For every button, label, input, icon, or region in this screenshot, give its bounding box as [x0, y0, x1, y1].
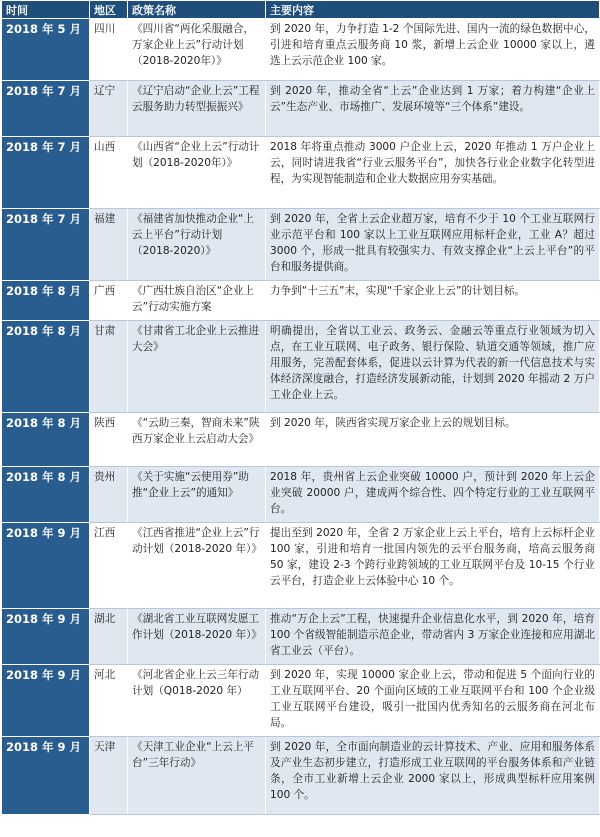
- row-content: 到 2020 年，推动全省“上云”企业达到 1 万家；着力构建“企业上云”生态产业、市场推广、发展环境等“三个体系”建设。: [266, 81, 600, 137]
- table-row: [2, 81, 600, 137]
- row-policy: 《“云助三秦，智商未来”陕西万家企业上云启动大会》: [128, 413, 266, 467]
- row-policy: 《四川省“两化采服融合，万家企业上云”行动计划（2018-2020年）》: [128, 19, 266, 81]
- table-row: [2, 281, 600, 321]
- header-region: 地区: [90, 1, 128, 19]
- table-row: [2, 665, 600, 737]
- row-content: 明确提出，全省以工业云、政务云、金融云等重点行业领域为切入点，在工业互联网、电子政务、银行保险、轨道交通等领域，推广应用服务，完善配套体系，促进以云计算为代表的新一代信息技术与实体经济深度融合，打造经济发展新动能，计划到 2020 年摇动 2 万户工业企业上云。: [266, 321, 600, 413]
- row-content: 到 2020 年，全省上云企业超万家，培育不少于 10 个工业互联网行业示范平台和 100 家以上工业互联网应用标杆企业，工业 A？超过 3000 个，形成一批具有较强实力、有效支撑企业“上云上平台”的平台和服务提供商。: [266, 209, 600, 281]
- row-region: 湖北: [90, 609, 128, 665]
- table-row: [2, 137, 600, 209]
- row-policy: 《山西省“企业上云”行动计划（2018-2020年）》: [128, 137, 266, 209]
- row-time: 2018 年 8 月: [2, 467, 90, 523]
- row-content: 推动“万企上云”工程，快速提升企业信息化水平，到 2020 年，培育 100 个省级智能制造示范企业，带动省内 3 万家企业连接和应用湖北省工业云（平台）。: [266, 609, 600, 665]
- header-content: 主要内容: [266, 1, 600, 19]
- row-region: 江西: [90, 523, 128, 609]
- row-content: 2018 年，贵州省上云企业突破 10000 户，预计到 2020 年上云企业突破 20000 户，建成两个综合性、四个特定行业的工业互联网平台。: [266, 467, 600, 523]
- table-row: [2, 609, 600, 665]
- row-content: 到 2020 年，全市面向制造业的云计算技术、产业、应用和服务体系及产业生态初步建立，打造形成工业互联网的平台服务体系和产业链条，全市工业新增上云企业 2000 家以上，形成典型标杆应用案例 100 个。: [266, 737, 600, 815]
- row-region: 福建: [90, 209, 128, 281]
- row-time: 2018 年 9 月: [2, 523, 90, 609]
- row-content: 力争到“十三五”末，实现“千家企业上云”的计划目标。: [266, 281, 600, 321]
- row-time: 2018 年 7 月: [2, 137, 90, 209]
- table-body: [2, 19, 600, 815]
- row-region: 四川: [90, 19, 128, 81]
- row-policy: 《天津工业企业“上云上平台”三年行动》: [128, 737, 266, 815]
- table-row: [2, 413, 600, 467]
- row-content: 到 2020 年，实现 10000 家企业上云，带动和促进 5 个面向行业的工业互联网平台、20 个面向区域的工业互联网平台和 100 个企业级工业互联网平台建设，吸引一批国内优秀知名的云服务商在河北布局。: [266, 665, 600, 737]
- row-region: 广西: [90, 281, 128, 321]
- table-header-row: [2, 1, 600, 19]
- row-time: 2018 年 8 月: [2, 281, 90, 321]
- row-policy: 《辽宁启动“企业上云”工程云服务助力转型振振兴》: [128, 81, 266, 137]
- header-policy: 政策名称: [128, 1, 266, 19]
- row-content: 到 2020 年，力争打造 1-2 个国际先进、国内一流的绿色数据中心，引进和培育重点云服务商 10 浆，新增上云企业 10000 家以上，遴选上云示范企业 100 家。: [266, 19, 600, 81]
- table-row: [2, 467, 600, 523]
- table-row: [2, 321, 600, 413]
- policy-table: [1, 0, 600, 815]
- row-policy: 《甘肃省工北企业上云推进大会》: [128, 321, 266, 413]
- row-region: 甘肃: [90, 321, 128, 413]
- row-time: 2018 年 8 月: [2, 321, 90, 413]
- row-time: 2018 年 7 月: [2, 209, 90, 281]
- row-time: 2018 年 5 月: [2, 19, 90, 81]
- row-region: 山西: [90, 137, 128, 209]
- row-region: 辽宁: [90, 81, 128, 137]
- table-row: [2, 737, 600, 815]
- row-content: 到 2020 年，陕西省实现万家企业上云的规划目标。: [266, 413, 600, 467]
- row-time: 2018 年 9 月: [2, 609, 90, 665]
- row-region: 陕西: [90, 413, 128, 467]
- row-policy: 《江西省推进“企业上云”行动计划（2018-2020 年）》: [128, 523, 266, 609]
- row-time: 2018 年 9 月: [2, 665, 90, 737]
- row-region: 天津: [90, 737, 128, 815]
- row-time: 2018 年 8 月: [2, 413, 90, 467]
- row-content: 2018 年将重点推动 3000 户企业上云，2020 年推动 1 万户企业上云，同时请进我省“行业云服务平台”，加快各行业企业数字化转型进程，为实现智能制造和企业大数据应用夯实基础。: [266, 137, 600, 209]
- row-region: 河北: [90, 665, 128, 737]
- row-policy: 《湖北省工业互联网发愿工作计划（2018-2020 年）》: [128, 609, 266, 665]
- table-row: [2, 523, 600, 609]
- row-policy: 《广西壮族自治区“企业上云”行动实施方案: [128, 281, 266, 321]
- row-content: 提出至到 2020 年，全省 2 万家企业上云上平台，培育上云标杆企业 100 家，引进和培育一批国内领先的云平台服务商，培高云服务商 50 家，建设 2-3 个跨行业跨领域的工业互联网平台及 10-15 个行业云平台，打造企业上云体验中心 10 个。: [266, 523, 600, 609]
- row-policy: 《河北省企业上云三年行动计划（Q018-2020 年）: [128, 665, 266, 737]
- table-row: [2, 209, 600, 281]
- row-time: 2018 年 7 月: [2, 81, 90, 137]
- row-policy: 《关于实施“云使用券”助推“企业上云”的通知》: [128, 467, 266, 523]
- row-region: 贵州: [90, 467, 128, 523]
- header-time: 时间: [2, 1, 90, 19]
- row-policy: 《福建省加快推动企业“上云上平台”行动计划（2018-2020）》: [128, 209, 266, 281]
- table-row: [2, 19, 600, 81]
- row-time: 2018 年 9 月: [2, 737, 90, 815]
